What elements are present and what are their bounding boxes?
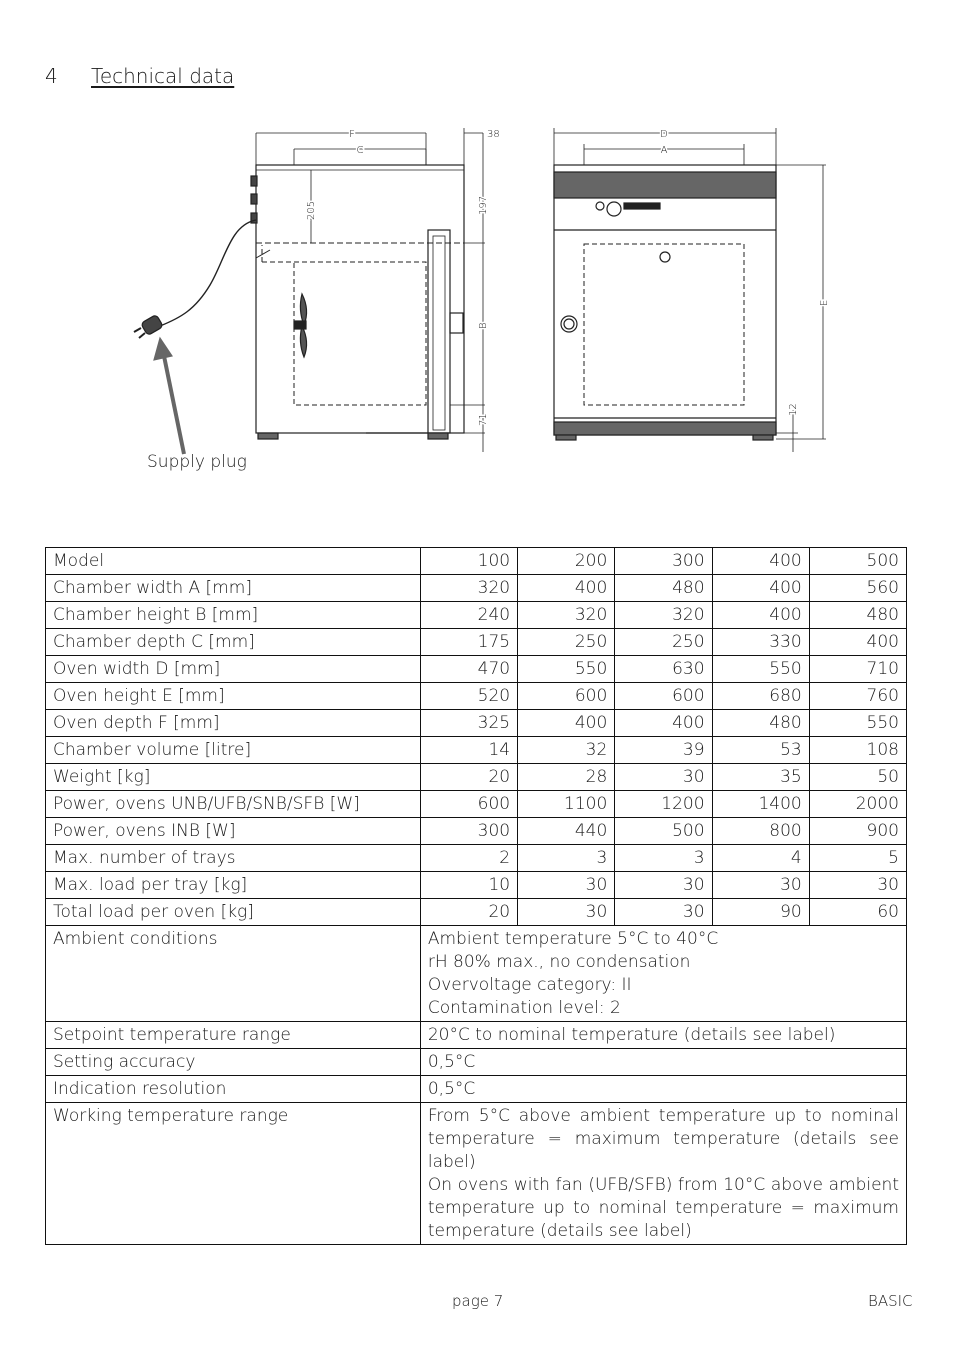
dim-label-a: A bbox=[660, 145, 668, 156]
table-cell: 520 bbox=[420, 683, 517, 710]
model-cell: 200 bbox=[518, 548, 615, 575]
row-label: Max. load per tray [kg] bbox=[46, 872, 421, 899]
row-label: Working temperature range bbox=[46, 1103, 421, 1245]
table-cell: 175 bbox=[420, 629, 517, 656]
table-cell: 30 bbox=[615, 899, 712, 926]
table-cell: 400 bbox=[809, 629, 906, 656]
technical-data-table bbox=[45, 547, 907, 1245]
table-cell: 325 bbox=[420, 710, 517, 737]
table-row bbox=[46, 791, 907, 818]
table-cell: 20 bbox=[420, 764, 517, 791]
table-cell: 2000 bbox=[809, 791, 906, 818]
row-label: Oven height E [mm] bbox=[46, 683, 421, 710]
table-cell: 10 bbox=[420, 872, 517, 899]
indication-resolution-value: 0,5°C bbox=[420, 1076, 906, 1103]
table-cell: 900 bbox=[809, 818, 906, 845]
table-row bbox=[46, 656, 907, 683]
table-cell: 710 bbox=[809, 656, 906, 683]
oven-dimension-drawing bbox=[0, 0, 954, 500]
table-cell: 550 bbox=[518, 656, 615, 683]
table-cell: 3 bbox=[615, 845, 712, 872]
row-label: Power, ovens INB [W] bbox=[46, 818, 421, 845]
table-row bbox=[46, 710, 907, 737]
row-label: Setting accuracy bbox=[46, 1049, 421, 1076]
table-cell: 60 bbox=[809, 899, 906, 926]
footer-brand: BASIC bbox=[868, 1292, 913, 1310]
table-cell: 330 bbox=[712, 629, 809, 656]
table-cell: 53 bbox=[712, 737, 809, 764]
table-cell: 30 bbox=[518, 899, 615, 926]
table-cell: 320 bbox=[420, 575, 517, 602]
table-row-ambient bbox=[46, 926, 907, 1022]
ambient-line: Overvoltage category: II bbox=[427, 975, 632, 995]
table-cell: 14 bbox=[420, 737, 517, 764]
table-cell: 240 bbox=[420, 602, 517, 629]
table-cell: 600 bbox=[615, 683, 712, 710]
row-label: Ambient conditions bbox=[46, 926, 421, 1022]
table-cell: 630 bbox=[615, 656, 712, 683]
table-cell: 5 bbox=[809, 845, 906, 872]
supply-plug-icon bbox=[134, 314, 163, 338]
table-cell: 320 bbox=[615, 602, 712, 629]
side-view bbox=[134, 128, 485, 454]
row-label: Oven depth F [mm] bbox=[46, 710, 421, 737]
row-label: Chamber width A [mm] bbox=[46, 575, 421, 602]
row-label: Max. number of trays bbox=[46, 845, 421, 872]
table-cell: 320 bbox=[518, 602, 615, 629]
dim-label-e: E bbox=[819, 299, 830, 306]
table-row-setpoint bbox=[46, 1022, 907, 1049]
table-cell: 440 bbox=[518, 818, 615, 845]
model-cell: 300 bbox=[615, 548, 712, 575]
row-label: Indication resolution bbox=[46, 1076, 421, 1103]
working-paragraph: From 5°C above ambient temperature up to nominal temperature = maximum temperature (details see label) bbox=[427, 1106, 899, 1172]
table-cell: 1100 bbox=[518, 791, 615, 818]
table-row-working bbox=[46, 1103, 907, 1245]
table-cell: 50 bbox=[809, 764, 906, 791]
model-cell: 100 bbox=[420, 548, 517, 575]
row-label: Oven width D [mm] bbox=[46, 656, 421, 683]
row-label: Chamber depth C [mm] bbox=[46, 629, 421, 656]
dim-label-38: 38 bbox=[487, 129, 500, 140]
table-cell: 30 bbox=[615, 872, 712, 899]
table-cell: 108 bbox=[809, 737, 906, 764]
section-title: Technical data bbox=[91, 64, 235, 88]
table-cell: 480 bbox=[712, 710, 809, 737]
table-cell: 35 bbox=[712, 764, 809, 791]
table-cell: 400 bbox=[615, 710, 712, 737]
table-row-accuracy bbox=[46, 1049, 907, 1076]
dim-label-c: C bbox=[356, 145, 364, 156]
table-cell: 3 bbox=[518, 845, 615, 872]
row-label: Power, ovens UNB/UFB/SNB/SFB [W] bbox=[46, 791, 421, 818]
table-cell: 4 bbox=[712, 845, 809, 872]
table-cell: 600 bbox=[420, 791, 517, 818]
table-cell: 39 bbox=[615, 737, 712, 764]
supply-plug-caption: Supply plug bbox=[147, 452, 247, 472]
row-label: Model bbox=[46, 548, 421, 575]
row-label: Weight [kg] bbox=[46, 764, 421, 791]
table-cell: 500 bbox=[615, 818, 712, 845]
table-cell: 400 bbox=[712, 575, 809, 602]
dim-label-b: B bbox=[478, 322, 489, 329]
dim-label-197: 197 bbox=[478, 195, 489, 215]
dim-label-71: 71 bbox=[478, 413, 489, 426]
table-cell: 30 bbox=[809, 872, 906, 899]
table-cell: 32 bbox=[518, 737, 615, 764]
row-label: Chamber height B [mm] bbox=[46, 602, 421, 629]
table-row bbox=[46, 683, 907, 710]
ambient-line: Contamination level: 2 bbox=[427, 998, 621, 1018]
table-cell: 600 bbox=[518, 683, 615, 710]
table-row bbox=[46, 845, 907, 872]
table-cell: 550 bbox=[809, 710, 906, 737]
table-cell: 800 bbox=[712, 818, 809, 845]
working-temperature-value bbox=[420, 1103, 906, 1245]
section-number: 4 bbox=[45, 64, 58, 88]
table-row bbox=[46, 764, 907, 791]
setpoint-value: 20°C to nominal temperature (details see label) bbox=[420, 1022, 906, 1049]
table-cell: 560 bbox=[809, 575, 906, 602]
table-cell: 480 bbox=[809, 602, 906, 629]
setting-accuracy-value: 0,5°C bbox=[420, 1049, 906, 1076]
table-row-model bbox=[46, 548, 907, 575]
dim-label-f: F bbox=[349, 129, 355, 140]
dim-label-205: 205 bbox=[306, 200, 317, 220]
row-label: Chamber volume [litre] bbox=[46, 737, 421, 764]
ambient-conditions-value bbox=[420, 926, 906, 1022]
table-row bbox=[46, 575, 907, 602]
technical-data-text-rows bbox=[46, 926, 907, 1245]
table-cell: 400 bbox=[518, 710, 615, 737]
table-cell: 1200 bbox=[615, 791, 712, 818]
table-row-resolution bbox=[46, 1076, 907, 1103]
side-view-dimension-labels bbox=[306, 129, 500, 426]
table-cell: 90 bbox=[712, 899, 809, 926]
front-view bbox=[554, 128, 826, 452]
table-cell: 2 bbox=[420, 845, 517, 872]
table-row bbox=[46, 602, 907, 629]
table-cell: 250 bbox=[518, 629, 615, 656]
table-cell: 30 bbox=[615, 764, 712, 791]
table-cell: 400 bbox=[712, 602, 809, 629]
model-cell: 400 bbox=[712, 548, 809, 575]
table-cell: 30 bbox=[518, 872, 615, 899]
table-cell: 760 bbox=[809, 683, 906, 710]
table-cell: 20 bbox=[420, 899, 517, 926]
working-paragraph: On ovens with fan (UFB/SFB) from 10°C above ambient temperature up to nominal temperature = maximum temperature (details see label) bbox=[427, 1175, 899, 1241]
ambient-line: rH 80% max., no condensation bbox=[427, 952, 691, 972]
ambient-line: Ambient temperature 5°C to 40°C bbox=[427, 929, 719, 949]
dim-label-d: D bbox=[660, 129, 668, 140]
table-cell: 480 bbox=[615, 575, 712, 602]
table-cell: 550 bbox=[712, 656, 809, 683]
table-cell: 470 bbox=[420, 656, 517, 683]
table-row bbox=[46, 899, 907, 926]
table-cell: 400 bbox=[518, 575, 615, 602]
page-number: page 7 bbox=[452, 1292, 504, 1310]
table-row bbox=[46, 737, 907, 764]
dim-label-12: 12 bbox=[788, 403, 799, 416]
table-cell: 250 bbox=[615, 629, 712, 656]
table-cell: 680 bbox=[712, 683, 809, 710]
table-cell: 28 bbox=[518, 764, 615, 791]
model-cell: 500 bbox=[809, 548, 906, 575]
technical-data-table-body bbox=[46, 548, 907, 926]
row-label: Total load per oven [kg] bbox=[46, 899, 421, 926]
row-label: Setpoint temperature range bbox=[46, 1022, 421, 1049]
table-row bbox=[46, 818, 907, 845]
table-cell: 300 bbox=[420, 818, 517, 845]
table-cell: 1400 bbox=[712, 791, 809, 818]
table-row bbox=[46, 872, 907, 899]
table-cell: 30 bbox=[712, 872, 809, 899]
table-row bbox=[46, 629, 907, 656]
